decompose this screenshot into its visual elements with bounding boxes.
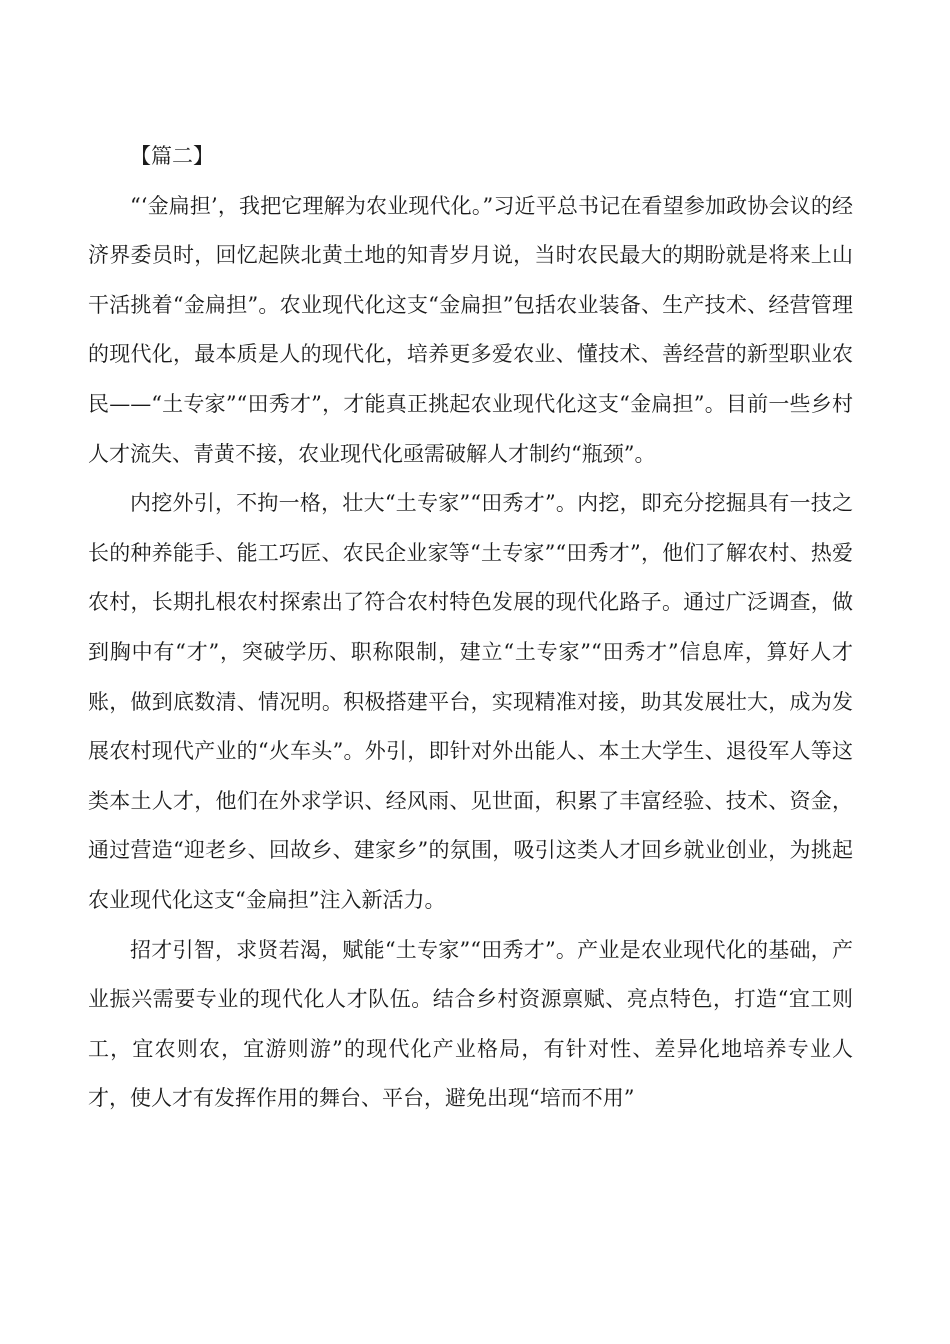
document-body — [88, 132, 853, 1124]
section-heading: 【篇二】 — [130, 144, 214, 168]
paragraph-talent-empowerment: 招才引智，求贤若渴，赋能“土专家”“田秀才”。产业是农业现代化的基础，产业振兴需要专业的现代化人才队伍。结合乡村资源禀赋、亮点特色，打造“宜工则工，宜农则农，宜游则游”的现代化产业格局，有针对性、差异化地培养专业人才，使人才有发挥作用的舞台、平台，避免出现“培而不用” — [88, 937, 853, 1111]
paragraph-intro: “‘金扁担’，我把它理解为农业现代化。”习近平总书记在看望参加政协会议的经济界委员时，回忆起陕北黄土地的知青岁月说，当时农民最大的期盼就是将来上山干活挑着“金扁担”。农业现代化这支“金扁担”包括农业装备、生产技术、经营管理的现代化，最本质是人的现代化，培养更多爱农业、懂技术、善经营的新型职业农民——“土专家”“田秀才”，才能真正挑起农业现代化这支“金扁担”。目前一些乡村人才流失、青黄不接，农业现代化亟需破解人才制约“瓶颈”。 — [88, 193, 853, 466]
paragraph-inner-outer-recruitment: 内挖外引，不拘一格，壮大“土专家”“田秀才”。内挖，即充分挖掘具有一技之长的种养能手、能工巧匠、农民企业家等“土专家”“田秀才”，他们了解农村、热爱农村，长期扎根农村探索出了符合农村特色发展的现代化路子。通过广泛调查，做到胸中有“才”，突破学历、职称限制，建立“土专家”“田秀才”信息库，算好人才账，做到底数清、情况明。积极搭建平台，实现精准对接，助其发展壮大，成为发展农村现代产业的“火车头”。外引，即针对外出能人、本土大学生、退役军人等这类本土人才，他们在外求学识、经风雨、见世面，积累了丰富经验、技术、资金，通过营造“迎老乡、回故乡、建家乡”的氛围，吸引这类人才回乡就业创业，为挑起农业现代化这支“金扁担”注入新活力。 — [88, 491, 853, 912]
